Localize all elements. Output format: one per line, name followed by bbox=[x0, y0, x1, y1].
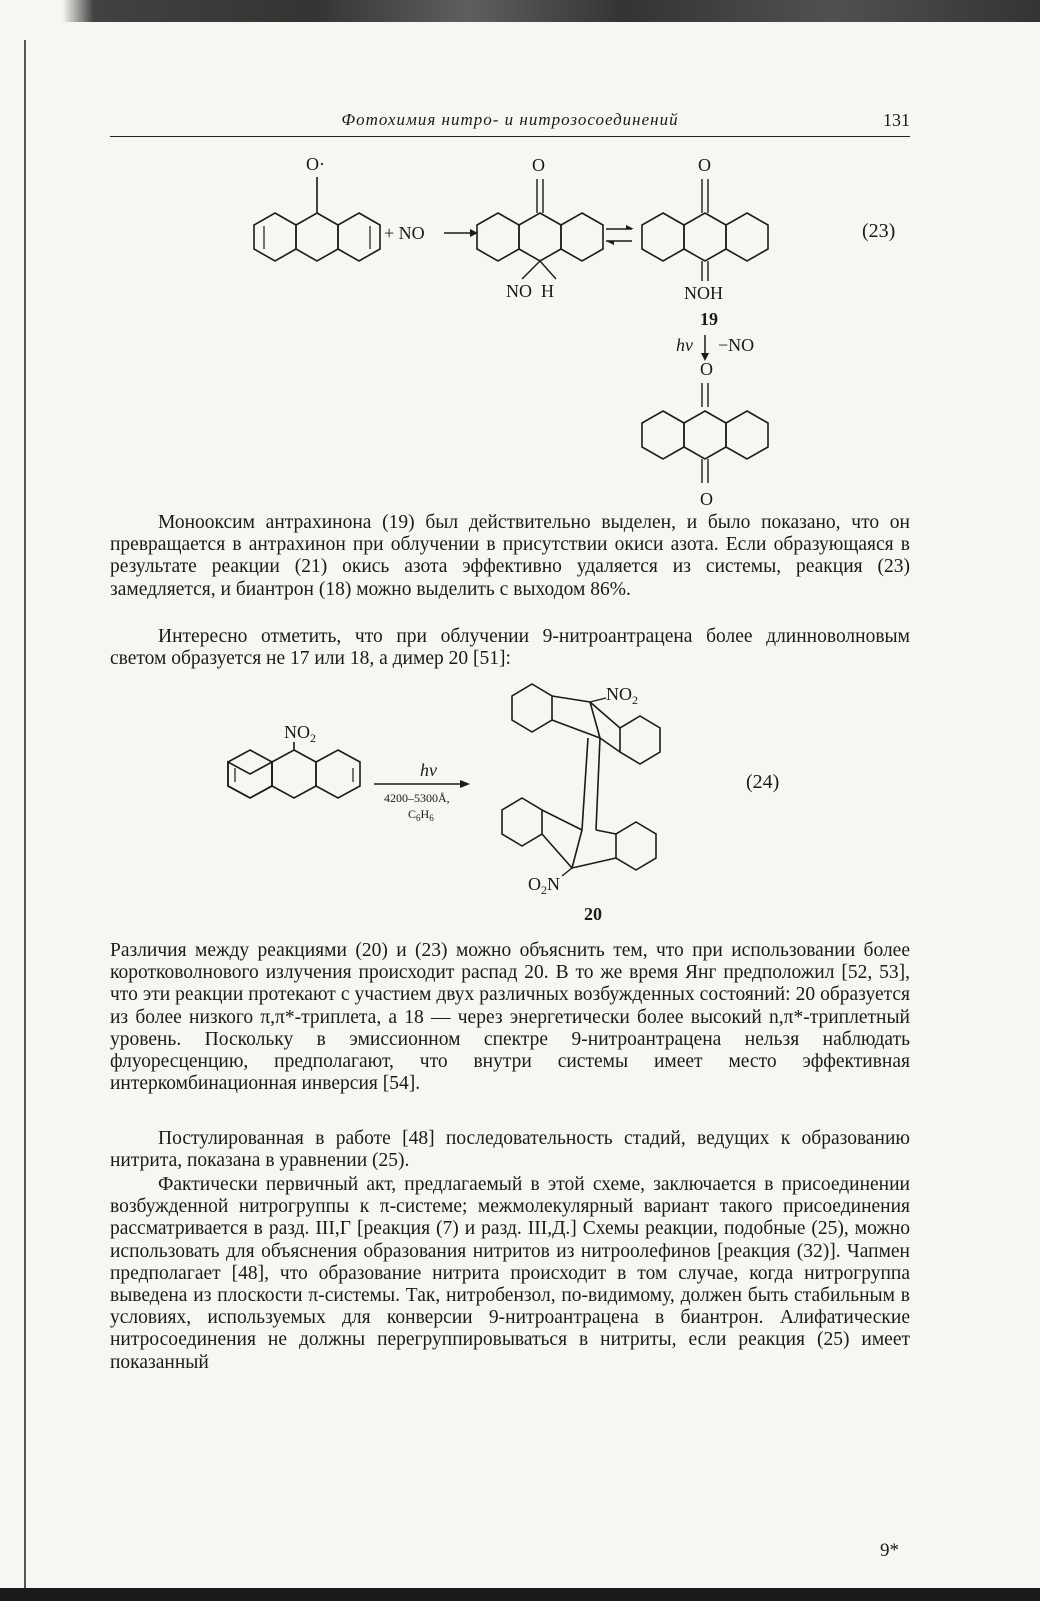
noh-label: NOH bbox=[684, 283, 723, 303]
no-h-label: NO H bbox=[506, 281, 554, 301]
dimer-top-no: NO bbox=[606, 684, 632, 704]
solvent-sub-2: 6 bbox=[429, 813, 434, 823]
paragraph-1: Монооксим антрахинона (19) был действительно выделен, и было показано, что он превращается в антрахинон при облучении в присутствии окиси азота. Если образующаяся в результате реакции (21) окись азота эффективно удаляется из системы, реакция (23) замедляется, и биантрон (18) можно выделить с выходом 86%. bbox=[110, 512, 910, 600]
dimer-20-structure bbox=[502, 684, 660, 897]
hv-label: hν bbox=[676, 335, 693, 355]
paragraph-4: Постулированная в работе [48] последовательность стадий, ведущих к образованию нитрита, показана в уравнении (25). bbox=[110, 1128, 910, 1172]
dimer-bottom-nitro bbox=[528, 874, 560, 897]
anthraquinone-monoxime-structure bbox=[642, 155, 768, 329]
page-header bbox=[110, 110, 910, 137]
anthroxy-radical-structure bbox=[254, 154, 380, 261]
nitro-sub: 2 bbox=[310, 731, 316, 745]
scan-bottom-edge bbox=[0, 1588, 1040, 1601]
compound-20-label: 20 bbox=[584, 904, 602, 924]
paragraph-2: Интересно отметить, что при облучении 9-нитроантрацена более длинноволновым светом образуется не 17 или 18, а димер 20 [51]: bbox=[110, 626, 910, 670]
equation-24-number: (24) bbox=[746, 771, 780, 793]
wavelength-label: 4200–5300Å, bbox=[384, 791, 450, 805]
nitro-no: NO bbox=[284, 722, 310, 742]
adduct-oxo-label: O bbox=[532, 155, 545, 175]
nitro-label bbox=[284, 722, 316, 745]
hv-label-24: hν bbox=[420, 760, 437, 780]
scan-top-edge bbox=[0, 0, 1040, 22]
running-title: Фотохимия нитро- и нитрозосоединений bbox=[341, 110, 679, 129]
solvent-c: C bbox=[408, 807, 417, 821]
equation-24-diagram bbox=[0, 680, 1040, 930]
nitroso-adduct-structure bbox=[477, 155, 603, 301]
dimer-bottom-o: O bbox=[528, 874, 541, 894]
paragraph-5: Фактически первичный акт, предлагаемый в этой схеме, заключается в присоединении возбужденной нитрогруппы к π-системе; межмолекулярный вариант такого присоединения рассматривается в разд. III,Г [реакция (7) и разд. III,Д.] Схемы реакции, подобные (25), можно использовать для объяснения образования нитритов из нитроолефинов [реакция (32)]. Чапмен предполагает [48], что образование нитрита происходит в том случае, когда нитрогруппа выведена из плоскости π-системы. Так, нитробензол, по-видимому, должен быть стабильным в условиях, используемых для конверсии 9-нитроантрацена в биантрон. Алифатические нитросоединения не должны перегруппировываться в нитриты, если реакция (25) имеет показанный bbox=[110, 1174, 910, 1373]
quinone-bottom-oxo: O bbox=[700, 489, 713, 509]
solvent-label bbox=[408, 807, 434, 823]
radical-oxygen-label: O· bbox=[306, 154, 325, 174]
page-number: 131 bbox=[883, 110, 910, 130]
solvent-h: H bbox=[420, 807, 430, 821]
minus-no-label: −NO bbox=[718, 335, 755, 355]
anthraquinone-structure bbox=[642, 359, 768, 509]
nitroanthracene-structure bbox=[228, 722, 360, 798]
equilibrium-arrows bbox=[606, 225, 634, 245]
dimer-top-nitro bbox=[606, 684, 638, 707]
signature-mark: 9* bbox=[880, 1540, 899, 1561]
plus-no-label: + NO bbox=[384, 223, 425, 243]
equation-23-number: (23) bbox=[862, 220, 896, 242]
dimer-bottom-n: N bbox=[547, 874, 560, 894]
paragraph-3: Различия между реакциями (20) и (23) можно объяснить тем, что при использовании более коротковолнового излучения происходит распад 20. В то же время Янг предположил [52, 53], что эти реакции протекают с участием двух различных возбужденных состояний: 20 образуется из более низкого π,π*-триплета, а 18 — через энергетически более высокий n,π*-триплетный уровень. Поскольку в эмиссионном спектре 9-нитроантрацена нельзя наблюдать флуоресценцию, предполагают, что внутри системы имеет место эффективная интеркомбинационная инверсия [54]. bbox=[110, 940, 910, 1095]
dimer-top-sub: 2 bbox=[632, 693, 638, 707]
oxime-oxo-label: O bbox=[698, 155, 711, 175]
solvent-sub-1: 6 bbox=[416, 813, 421, 823]
equation-23-diagram bbox=[0, 145, 1040, 515]
compound-19-label: 19 bbox=[700, 309, 718, 329]
dimer-bottom-sub: 2 bbox=[541, 883, 547, 897]
quinone-top-oxo: O bbox=[700, 359, 713, 379]
